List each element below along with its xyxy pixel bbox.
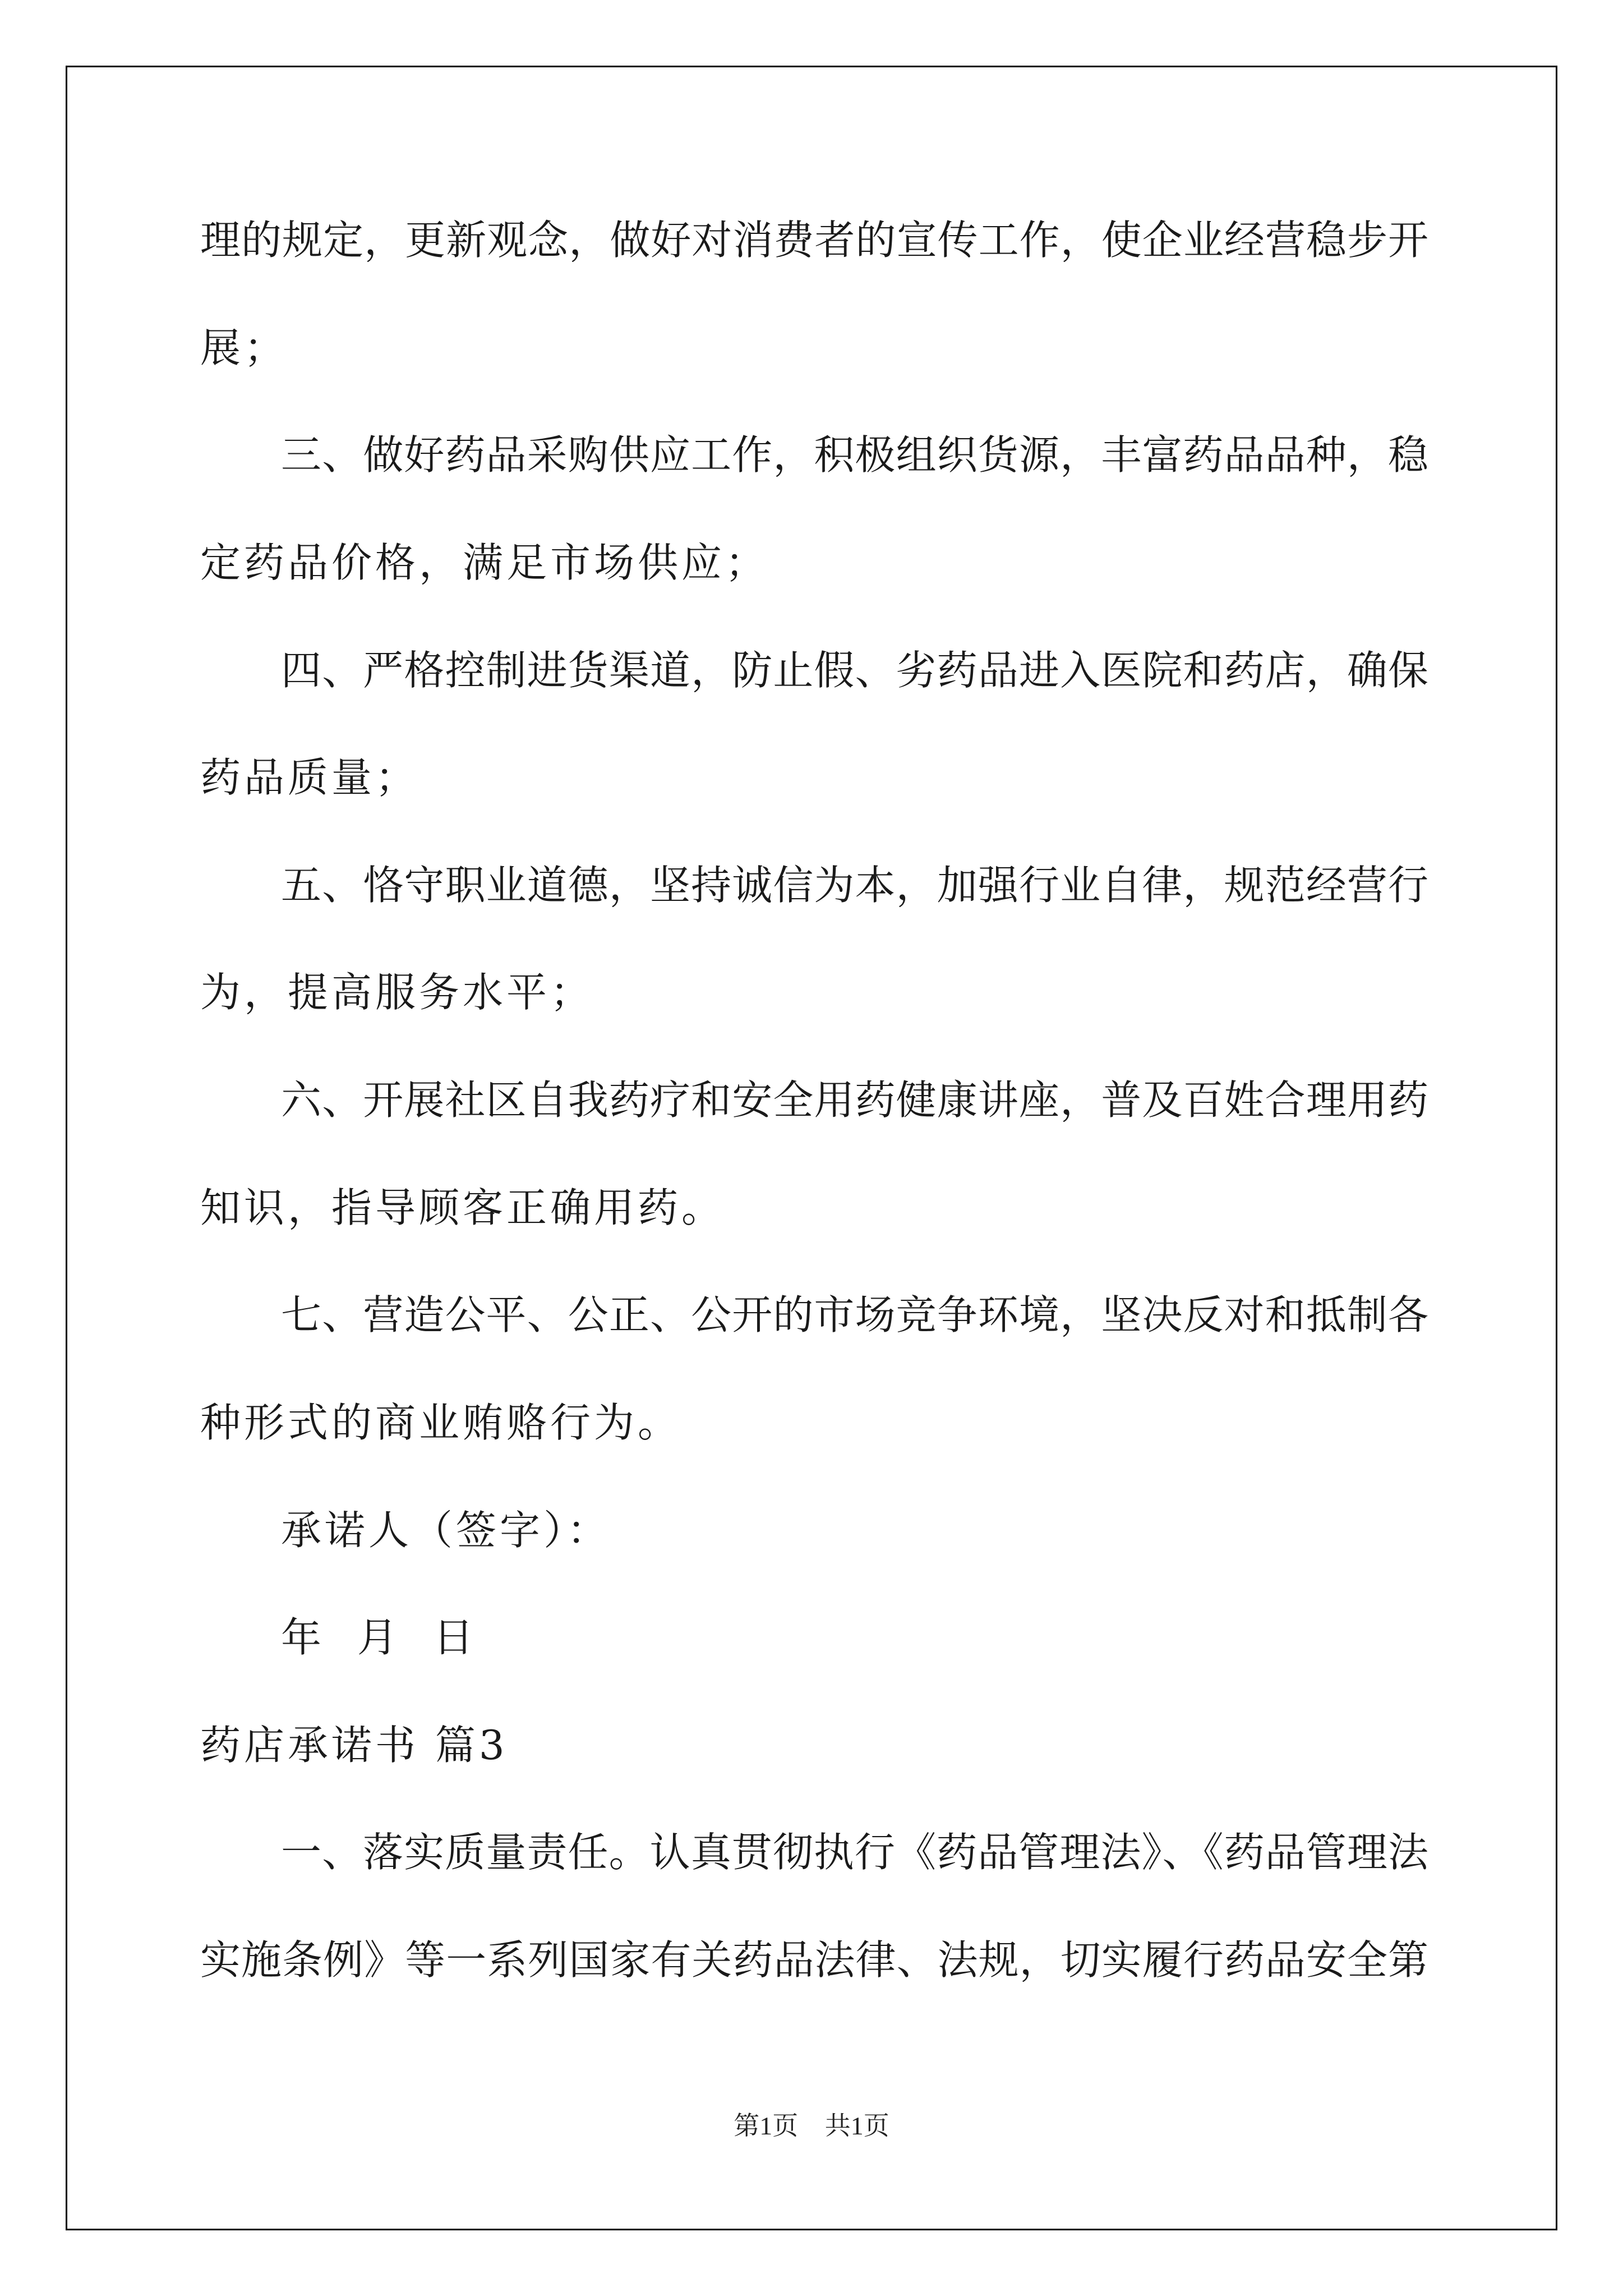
page-number: 第1页	[734, 2111, 799, 2140]
page-footer	[0, 2109, 1623, 2143]
text-line: 实施条例》等一系列国家有关药品法律、法规，切实履行药品安全第	[200, 1936, 1428, 1984]
text-line: 定药品价格，满足市场供应；	[200, 539, 769, 586]
paragraph-five-line: 五、恪守职业道德，坚持诚信为本，加强行业自律，规范经营行	[281, 862, 1428, 909]
paragraph-three-line: 三、做好药品采购供应工作，积极组织货源，丰富药品品种，稳	[281, 431, 1428, 478]
section-heading: 药店承诺书 篇3	[200, 1722, 508, 1769]
text-line: 理的规定，更新观念，做好对消费者的宣传工作，使企业经营稳步开	[200, 217, 1428, 264]
page-total: 共1页	[824, 2111, 889, 2140]
text-line: 种形式的商业贿赂行为。	[200, 1399, 682, 1446]
text-line: 药品质量；	[200, 754, 419, 801]
date-line: 年 月 日	[281, 1614, 477, 1661]
text-line: 为，提高服务水平；	[200, 969, 594, 1016]
paragraph-four-line: 四、严格控制进货渠道，防止假、劣药品进入医院和药店，确保	[281, 647, 1428, 694]
paragraph-six-line: 六、开展社区自我药疗和安全用药健康讲座，普及百姓合理用药	[281, 1076, 1428, 1124]
signature-label: 承诺人（签字）：	[281, 1507, 611, 1554]
paragraph-seven-line: 七、营造公平、公正、公开的市场竞争环境，坚决反对和抵制各	[281, 1291, 1428, 1338]
text-line: 知识，指导顾客正确用药。	[200, 1184, 726, 1231]
page-border	[66, 66, 1557, 2230]
paragraph-one-line: 一、落实质量责任。认真贯彻执行《药品管理法》、《药品管理法	[281, 1829, 1428, 1876]
text-line: 展；	[200, 324, 288, 371]
